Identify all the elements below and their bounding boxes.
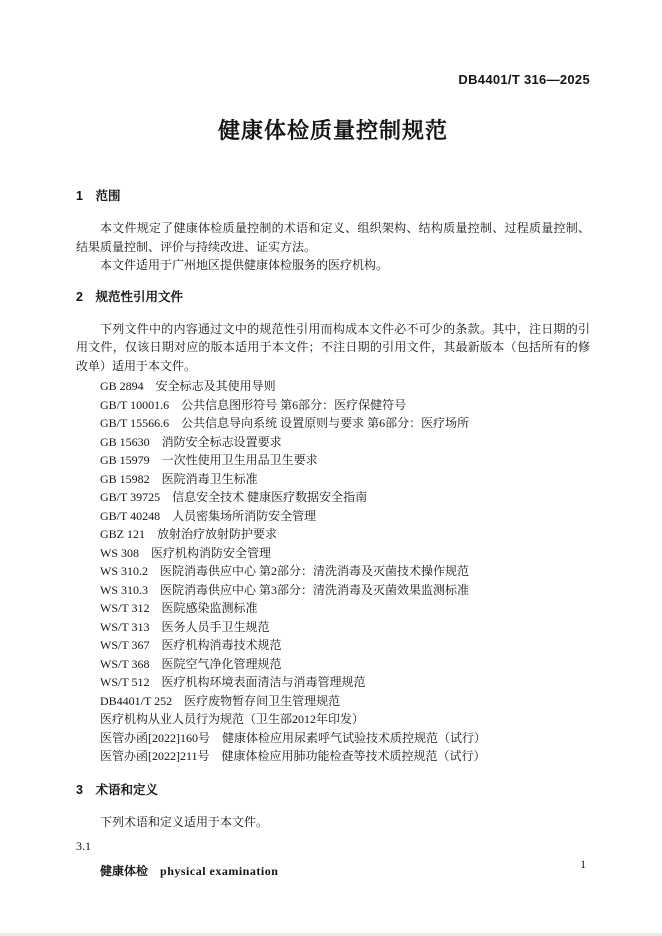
scope-paragraph: 本文件规定了健康体检质量控制的术语和定义、组织架构、结构质量控制、过程质量控制、结果质量控制、评价与持续改进、证实方法。 [76, 221, 590, 254]
reference-item: GB/T 15566.6 公共信息导向系统 设置原则与要求 第6部分：医疗场所 [100, 416, 470, 430]
reference-item: DB4401/T 252 医疗废物暂存间卫生管理规范 [100, 693, 341, 708]
scope-paragraph: 本文件适用于广州地区提供健康体检服务的医疗机构。 [100, 258, 389, 272]
reference-item: GB 15982 医院消毒卫生标准 [100, 471, 258, 486]
reference-item: 医疗机构从业人员行为规范（卫生部2012年印发） [100, 712, 365, 726]
reference-item: WS 310.2 医院消毒供应中心 第2部分：清洗消毒及灭菌技术操作规范 [100, 564, 470, 578]
normative-references-intro: 下列文件中的内容通过文中的规范性引用而构成本文件必不可少的条款。其中，注日期的引用文件，仅该日期对应的版本适用于本文件；不注日期的引用文件，其最新版本（包括所有的修改单）适用于本文件。 [76, 321, 590, 373]
reference-item: WS/T 368 医院空气净化管理规范 [100, 656, 282, 671]
standard-number: DB4401/T 316—2025 [458, 72, 590, 87]
reference-item: WS/T 367 医疗机构消毒技术规范 [100, 638, 282, 652]
page-number: 1 [580, 859, 586, 871]
reference-item: GB/T 10001.6 公共信息图形符号 第6部分：医疗保健符号 [100, 397, 407, 412]
term-en: physical examination [160, 863, 279, 878]
reference-item: GB 2894 安全标志及其使用导则 [100, 379, 276, 393]
reference-item: WS/T 312 医院感染监测标准 [100, 601, 258, 615]
reference-item: 医管办函[2022]160号 健康体检应用尿素呼气试验技术质控规范（试行） [100, 730, 486, 745]
term-definition [76, 862, 590, 881]
section-normative-references [76, 289, 590, 766]
reference-item: WS 310.3 医院消毒供应中心 第3部分：清洗消毒及灭菌效果监测标准 [100, 582, 470, 597]
reference-item: GB/T 39725 信息安全技术 健康医疗数据安全指南 [100, 490, 368, 504]
reference-item: GB 15630 消防安全标志设置要求 [100, 434, 282, 449]
reference-item: 医管办函[2022]211号 健康体检应用肺功能检查等技术质控规范（试行） [100, 749, 486, 763]
clause-number: 3.1 [76, 839, 91, 853]
section-heading-scope: 1 范围 [76, 189, 121, 203]
terms-intro: 下列术语和定义适用于本文件。 [100, 814, 269, 829]
reference-item: GBZ 121 放射治疗放射防护要求 [100, 527, 278, 541]
reference-item: GB 15979 一次性使用卫生用品卫生要求 [100, 453, 318, 467]
document-title: 健康体检质量控制规范 [217, 118, 448, 143]
reference-list [76, 377, 590, 766]
reference-item: GB/T 40248 人员密集场所消防安全管理 [100, 508, 317, 523]
section-scope [76, 188, 590, 275]
section-heading-normative-references: 2 规范性引用文件 [76, 289, 183, 304]
section-heading-terms: 3 术语和定义 [76, 782, 158, 797]
section-terms-definitions [76, 782, 590, 881]
reference-item: WS/T 512 医疗机构环境表面清洁与消毒管理规范 [100, 675, 366, 689]
term-zh: 健康体检 [100, 863, 149, 878]
reference-item: WS 308 医疗机构消防安全管理 [100, 545, 272, 560]
reference-item: WS/T 313 医务人员手卫生规范 [100, 619, 270, 634]
